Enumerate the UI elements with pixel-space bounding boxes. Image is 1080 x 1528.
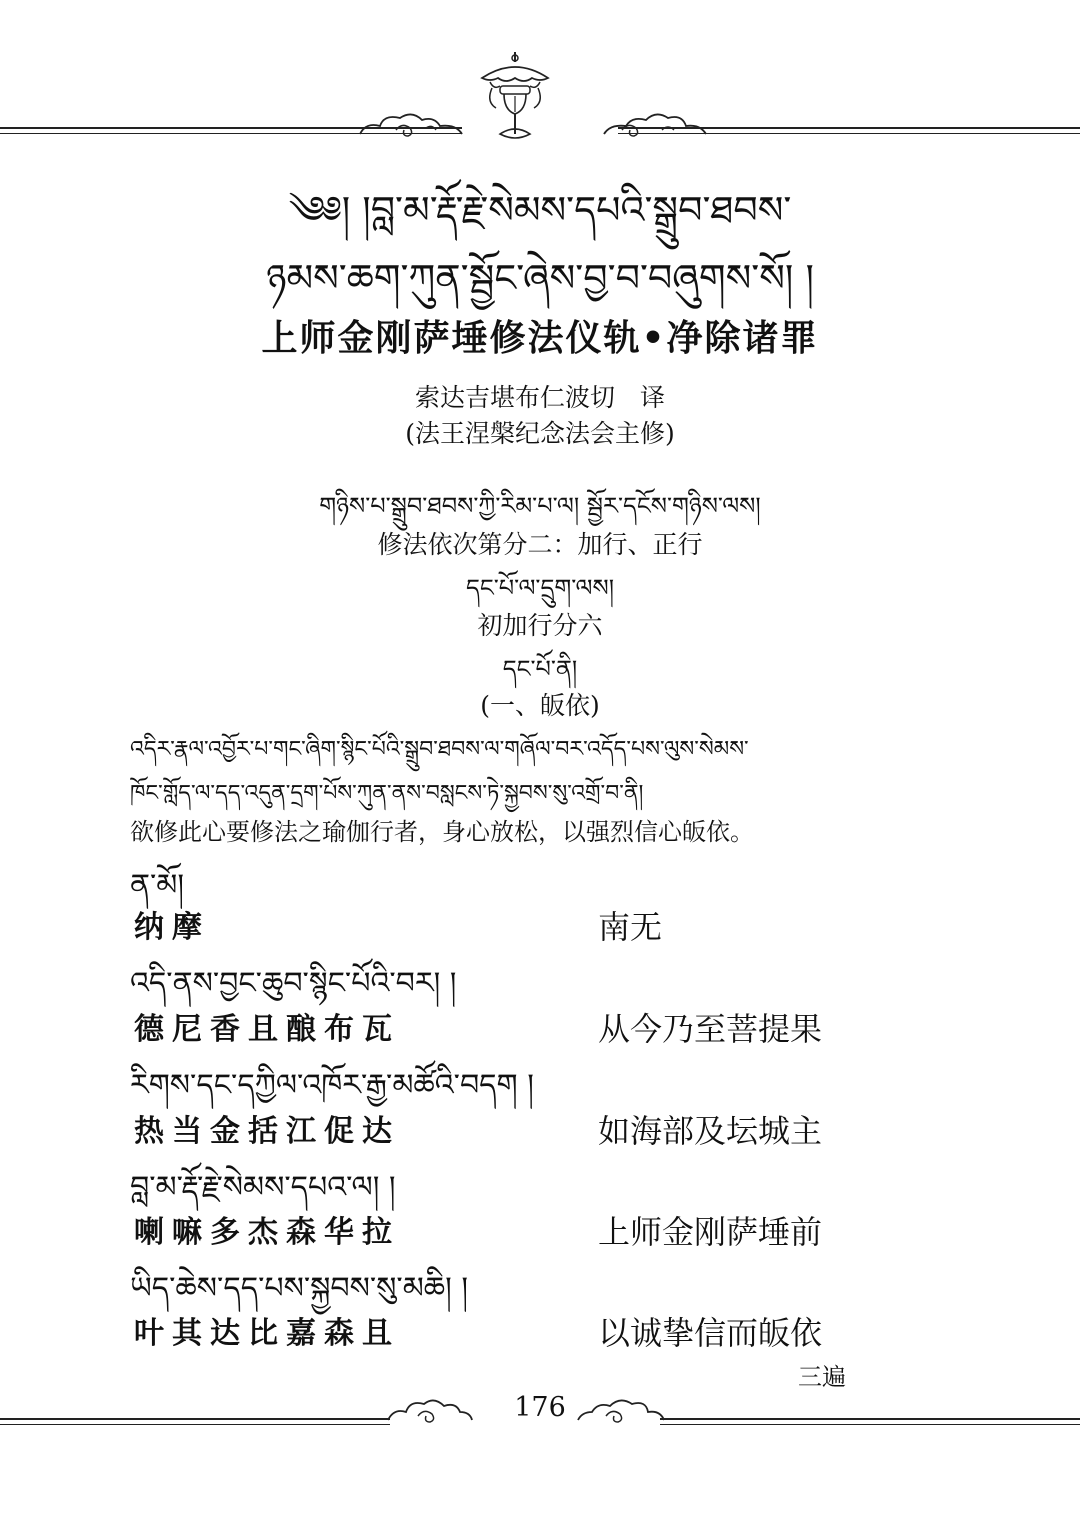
verse-tibetan: རིགས་དང་དཀྱིལ་འཁོར་རྒྱ་མཚོའི་བདག ། bbox=[130, 1068, 534, 1103]
verse-phonetic: 叶其达比嘉森且 bbox=[134, 1316, 400, 1351]
verse-phonetic: 德尼香且酿布瓦 bbox=[134, 1012, 400, 1047]
verse-chinese: 从今乃至菩提果 bbox=[598, 1010, 823, 1048]
occasion-note: (法王涅槃纪念法会主修) bbox=[405, 419, 675, 448]
cloud-ornament-icon bbox=[356, 108, 466, 142]
page-number: 176 bbox=[514, 1392, 566, 1423]
repeat-note: 三遍 bbox=[798, 1363, 846, 1391]
verse-chinese: 如海部及坛城主 bbox=[598, 1112, 823, 1150]
verse-phonetic: 纳摩 bbox=[134, 910, 210, 945]
verse-phonetic: 热当金括江促达 bbox=[134, 1114, 400, 1149]
verse-chinese: 以诚挚信而皈依 bbox=[598, 1314, 823, 1352]
tibetan-title-line1: ༄༅། །བླ་མ་རྡོ་རྗེ་སེམས་དཔའི་སྒྲུབ་ཐབས་ bbox=[288, 188, 792, 232]
tibetan-title-line2: ཉམས་ཆག་ཀུན་སྦྱོང་ཞེས་བྱ་བ་བཞུགས་སོ། ། bbox=[266, 256, 814, 300]
first-tibetan: དང་པོ་ནི། bbox=[502, 655, 578, 683]
bottom-rule bbox=[660, 1424, 1080, 1425]
first-chinese: (一、皈依) bbox=[480, 691, 600, 720]
verse-tibetan: འདི་ནས་བྱང་ཆུབ་སྙིང་པོའི་བར། ། bbox=[130, 966, 457, 1001]
part2-tibetan: གཉིས་པ་སྒྲུབ་ཐབས་ཀྱི་རིམ་པ་ལ། སྦྱོར་དངོས་གཉིས་ལས། bbox=[319, 492, 761, 520]
intro-tibetan-line2: ཁོང་གློད་ལ་དད་འདུན་དྲག་པོས་ཀུན་ནས་བསླངས་ཏེ་སྐྱབས་སུ་འགྲོ་བ་ནི། bbox=[130, 781, 644, 806]
prelim-tibetan: དང་པོ་ལ་དྲུག་ལས། bbox=[465, 574, 615, 602]
translator-credit: 索达吉堪布仁波切 译 bbox=[414, 383, 665, 412]
verse-tibetan: བླ་མ་རྡོ་རྗེ་སེམས་དཔའ་ལ། ། bbox=[130, 1170, 396, 1205]
verse-tibetan: ན་མོ། bbox=[130, 868, 185, 903]
page-title: 上师金刚萨埵修法仪轨•净除诸罪 bbox=[261, 318, 819, 359]
umbrella-ornament-icon bbox=[470, 48, 560, 148]
verse-chinese: 南无 bbox=[598, 908, 663, 946]
cloud-ornament-icon bbox=[600, 108, 710, 142]
intro-tibetan-line1: འདིར་རྣལ་འབྱོར་པ་གང་ཞིག་སྙིང་པོའི་སྒྲུབ་ཐབས་ལ་གཞོལ་བར་འདོད་པས་ལུས་སེམས་ bbox=[130, 737, 749, 762]
intro-chinese: 欲修此心要修法之瑜伽行者，身心放松，以强烈信心皈依。 bbox=[130, 818, 754, 846]
part2-chinese: 修法依次第分二：加行、正行 bbox=[377, 530, 703, 559]
verse-chinese: 上师金刚萨埵前 bbox=[598, 1213, 823, 1251]
verse-tibetan: ཡིད་ཆེས་དད་པས་སྐྱབས་སུ་མཆི། ། bbox=[130, 1271, 469, 1306]
bottom-rule bbox=[0, 1424, 390, 1425]
prelim-chinese: 初加行分六 bbox=[477, 611, 603, 640]
verse-phonetic: 喇嘛多杰森华拉 bbox=[134, 1215, 400, 1250]
